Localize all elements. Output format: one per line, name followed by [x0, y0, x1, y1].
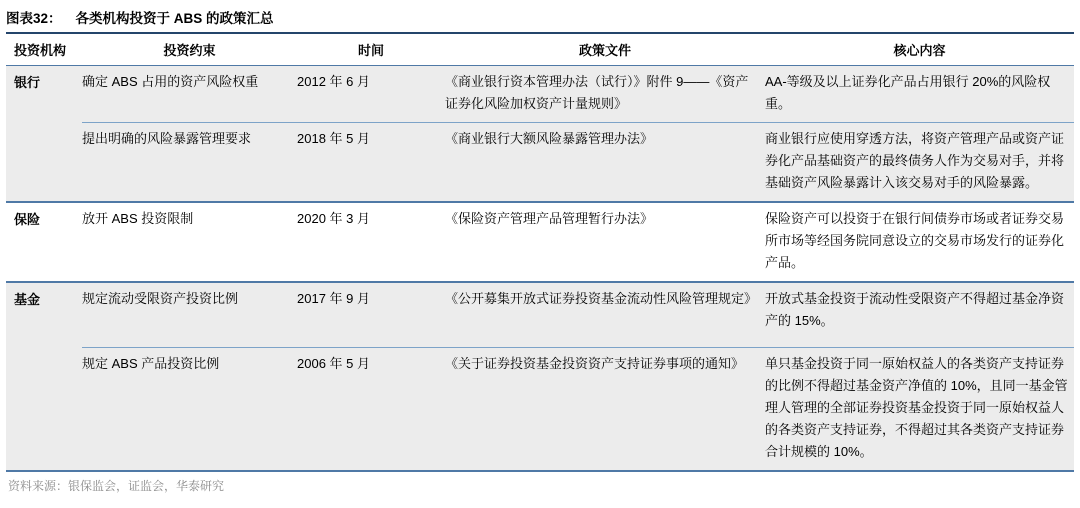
cell-policy: 《公开募集开放式证券投资基金流动性风险管理规定》: [445, 291, 758, 306]
cell-time: 2012 年 6 月: [297, 74, 370, 89]
section-bank: [6, 66, 1074, 203]
figure-number: 图表32：: [6, 11, 62, 26]
table-row: [82, 203, 1074, 281]
cell-time: 2017 年 9 月: [297, 291, 370, 306]
figure-title: [6, 4, 1074, 34]
column-header-time: 时间: [357, 43, 384, 58]
cell-core: 开放式基金投资于流动性受限资产不得超过基金净资产的 15%。: [765, 291, 1065, 328]
figure-name: 各类机构投资于 ABS 的政策汇总: [75, 11, 274, 26]
cell-core: 商业银行应使用穿透方法，将资产管理产品或资产证券化产品基础资产的最终债务人作为交易对手，并将基础资产风险暴露计入该交易对手的风险暴露。: [765, 131, 1065, 190]
table-header-row: [6, 34, 1074, 66]
cell-constraint: 确定 ABS 占用的资产风险权重: [82, 74, 259, 89]
table-row: [82, 66, 1074, 122]
column-header-institution: 投资机构: [14, 43, 67, 58]
cell-time: 2006 年 5 月: [297, 356, 370, 371]
section-fund: [6, 283, 1074, 472]
cell-policy: 《保险资产管理产品管理暂行办法》: [445, 211, 654, 226]
cell-time: 2018 年 5 月: [297, 131, 370, 146]
column-header-constraint: 投资约束: [163, 43, 216, 58]
section-insurance: [6, 203, 1074, 283]
table-row: [82, 347, 1074, 470]
institution-label: 保险: [14, 212, 41, 227]
column-header-policy: 政策文件: [578, 43, 631, 58]
cell-constraint: 规定 ABS 产品投资比例: [82, 356, 220, 371]
institution-label: 基金: [14, 292, 41, 307]
source-note: 资料来源：银保监会，证监会，华泰研究: [8, 479, 225, 493]
cell-time: 2020 年 3 月: [297, 211, 370, 226]
institution-label: 银行: [14, 75, 41, 90]
table-row: [82, 122, 1074, 201]
cell-core: AA-等级及以上证券化产品占用银行 20%的风险权重。: [765, 74, 1051, 111]
cell-core: 单只基金投资于同一原始权益人的各类资产支持证券的比例不得超过基金资产净值的 10%，且同一基金管理人管理的全部证券投资基金投资于同一原始权益人的各类资产支持证券，不得超过其各类资产支持证券合计规模的 10%。: [765, 356, 1068, 459]
column-header-core: 核心内容: [893, 43, 946, 58]
section-rows: [82, 203, 1074, 281]
cell-constraint: 提出明确的风险暴露管理要求: [82, 131, 252, 146]
cell-core: 保险资产可以投资于在银行间债券市场或者证券交易所市场等经国务院同意设立的交易市场发行的证券化产品。: [765, 211, 1065, 270]
section-rows: [82, 283, 1074, 470]
table-row: [82, 283, 1074, 347]
cell-policy: 《关于证券投资基金投资资产支持证券事项的通知》: [445, 356, 745, 371]
cell-constraint: 放开 ABS 投资限制: [82, 211, 194, 226]
section-rows: [82, 66, 1074, 201]
policy-table: [6, 34, 1074, 472]
cell-policy: 《商业银行大额风险暴露管理办法》: [445, 131, 654, 146]
cell-policy: 《商业银行资本管理办法（试行）》附件 9——《资产证券化风险加权资产计量规则》: [445, 74, 749, 111]
cell-constraint: 规定流动受限资产投资比例: [82, 291, 239, 306]
